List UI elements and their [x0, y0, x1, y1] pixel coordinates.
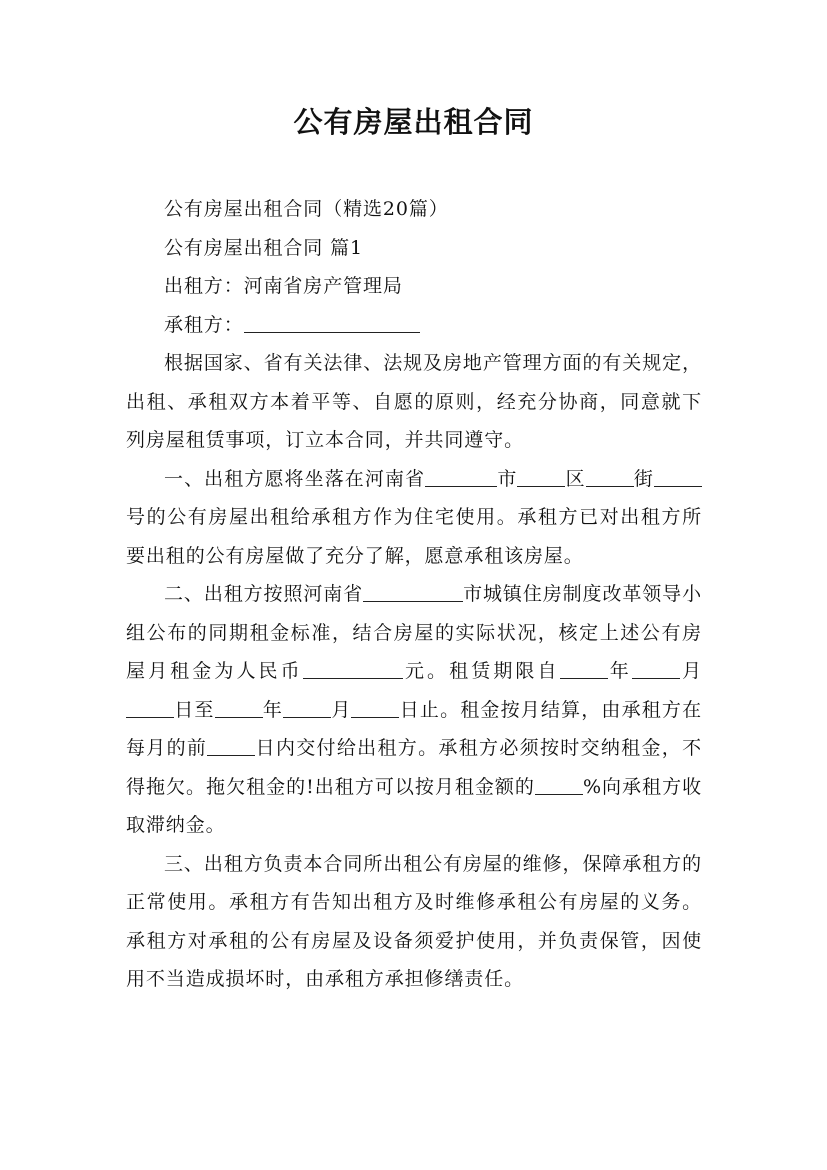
start-day-label: 日至	[174, 698, 215, 721]
start-year-label: 年	[607, 660, 632, 682]
start-month-label: 月	[679, 660, 702, 682]
payment-day-blank	[207, 736, 255, 756]
clause-1-street: 街	[633, 467, 654, 490]
start-year-blank	[560, 659, 608, 679]
start-month-blank	[632, 659, 680, 679]
late-fee-percent-blank	[535, 775, 583, 795]
paragraph-subtitle: 公有房屋出租合同（精选20篇）	[164, 198, 449, 220]
paragraph-lessee	[126, 306, 702, 345]
city-blank	[425, 467, 497, 487]
start-day-blank	[126, 698, 174, 718]
document-body	[126, 190, 702, 999]
clause-2-late-text: 日内交付给出租方。承租方必须按时交纳租金，不得拖欠。拖欠租金的!出租方可以按月租金额的	[126, 737, 702, 798]
province-city-blank	[363, 582, 463, 602]
rent-amount-blank	[303, 659, 403, 679]
clause-2-late-fee-text: %向承租方收取滞纳金。	[126, 775, 702, 836]
end-day-blank	[351, 698, 399, 718]
end-month-label: 月	[331, 698, 352, 721]
clause-1-district: 区	[565, 467, 586, 490]
district-blank	[517, 467, 565, 487]
clause-2-payment-text: 日止。租金按月结算，由承租方在每月的前	[126, 698, 702, 759]
paragraph-section-heading: 公有房屋出租合同 篇1	[164, 236, 364, 259]
clause-1-city: 市	[497, 467, 518, 490]
paragraph-lessor: 出租方：河南省房产管理局	[164, 275, 403, 297]
lessee-blank	[244, 313, 420, 333]
end-year-label: 年	[262, 698, 284, 721]
paragraph-clause-3: 三、出租方负责本合同所出租公有房屋的维修，保障承租方的正常使用。承租方有告知出租方及时维修承租公有房屋的义务。承租方对承租的公有房屋及设备须爱护使用，并负责保管，因使用不当造成损坏时，由承租方承担修缮责任。	[126, 852, 702, 990]
clause-2-rent-text: 市城镇住房制度改革领导小组公布的同期租金标准，结合房屋的实际状况，核定上述公有房屋月租金为人民币	[126, 583, 702, 682]
paragraph-clause-1	[126, 460, 702, 576]
paragraph-preamble: 根据国家、省有关法律、法规及房地产管理方面的有关规定，出租、承租双方本着平等、自愿的原则，经充分协商，同意就下列房屋租赁事项，订立本合同，并共同遵守。	[126, 352, 702, 451]
end-year-blank	[215, 698, 263, 718]
paragraph-clause-2	[126, 575, 702, 845]
street-prefix-blank	[586, 467, 634, 487]
end-month-blank	[283, 698, 331, 718]
clause-2-term-text: 元。租赁期限自	[402, 660, 560, 682]
number-blank	[654, 467, 702, 487]
clause-1-rest: 号的公有房屋出租给承租方作为住宅使用。承租方已对出租方所要出租的公有房屋做了充分了解，愿意承租该房屋。	[126, 506, 702, 567]
clause-1-text: 一、出租方愿将坐落在河南省	[164, 467, 426, 490]
clause-2-text: 二、出租方按照河南省	[164, 583, 364, 605]
document-title: 公有房屋出租合同	[293, 105, 534, 139]
lessee-label: 承租方：	[164, 313, 244, 336]
